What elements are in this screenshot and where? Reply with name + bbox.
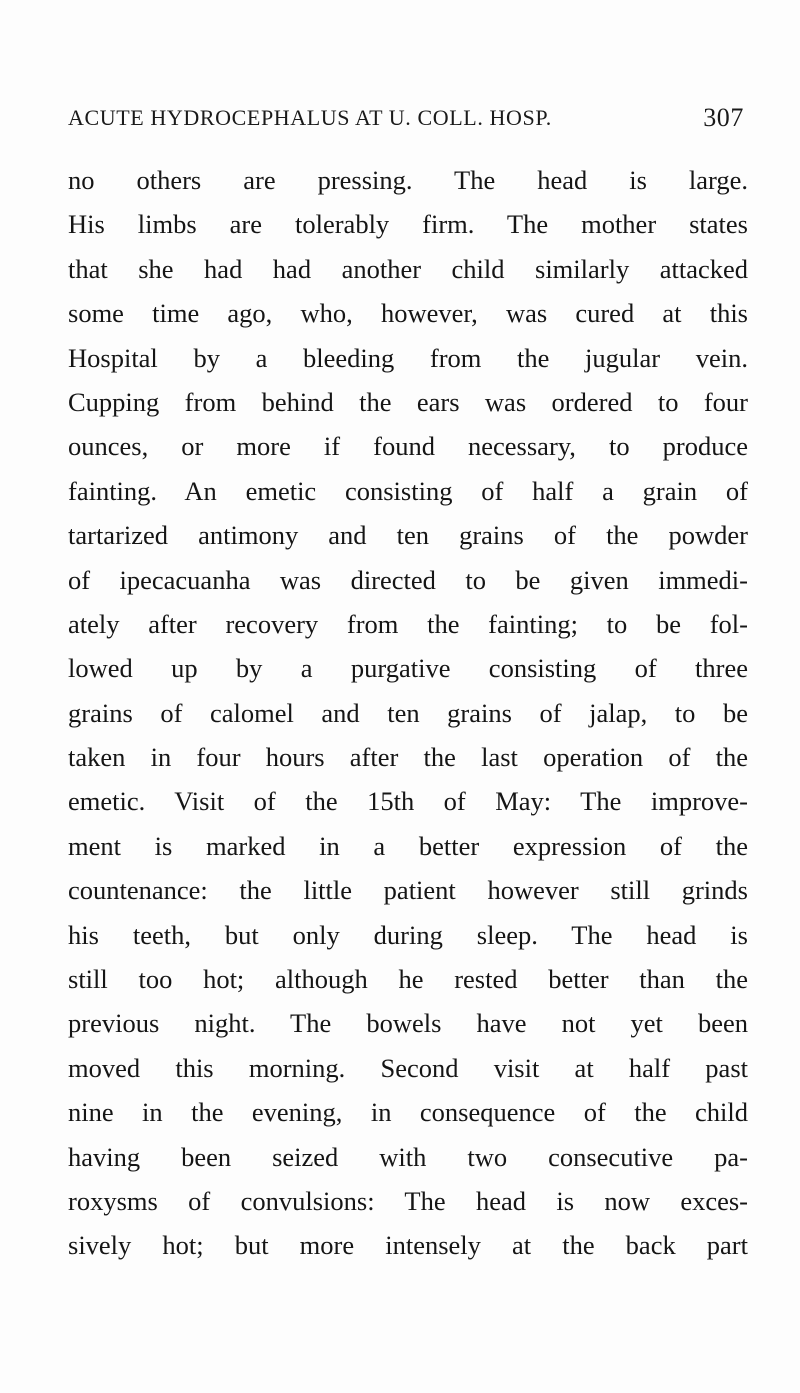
text-line: his teeth, but only during sleep. The head is (68, 919, 748, 950)
text-line: ounces, or more if found necessary, to produce (68, 431, 748, 462)
text-line: Hospital by a bleeding from the jugular vein. (68, 342, 748, 373)
text-line: emetic. Visit of the 15th of May: The improve- (68, 786, 748, 817)
text-line: having been seized with two consecutive pa- (68, 1141, 748, 1172)
text-line: of ipecacuanha was directed to be given immedi- (68, 564, 748, 595)
text-line: grains of calomel and ten grains of jalap, to be (68, 697, 748, 728)
text-line: sively hot; but more intensely at the back part (68, 1230, 748, 1261)
text-line: nine in the evening, in consequence of the child (68, 1097, 748, 1128)
text-line: ately after recovery from the fainting; to be fol- (68, 608, 748, 639)
text-line: some time ago, who, however, was cured at this (68, 298, 748, 329)
text-line: countenance: the little patient however still grinds (68, 875, 748, 906)
text-line: no others are pressing. The head is large. (68, 165, 748, 195)
text-line: ment is marked in a better expression of the (68, 830, 748, 861)
text-line: taken in four hours after the last operation of the (68, 742, 748, 773)
text-line: roxysms of convulsions: The head is now exces- (68, 1185, 748, 1216)
running-title: ACUTE HYDROCEPHALUS AT U. COLL. HOSP. (68, 105, 552, 130)
page-header (68, 98, 748, 138)
page-number: 307 (703, 103, 744, 132)
text-line: moved this morning. Second visit at half past (68, 1052, 748, 1083)
text-line: Cupping from behind the ears was ordered to four (68, 386, 748, 417)
body-text (68, 160, 748, 1270)
text-line: His limbs are tolerably firm. The mother states (68, 209, 748, 240)
text-line: fainting. An emetic consisting of half a grain of (68, 475, 748, 506)
text-line: that she had had another child similarly attacked (68, 253, 748, 284)
text-line: previous night. The bowels have not yet been (68, 1008, 748, 1039)
text-line: tartarized antimony and ten grains of the powder (68, 520, 748, 551)
text-line: still too hot; although he rested better than the (68, 964, 748, 995)
text-line: lowed up by a purgative consisting of three (68, 653, 748, 684)
